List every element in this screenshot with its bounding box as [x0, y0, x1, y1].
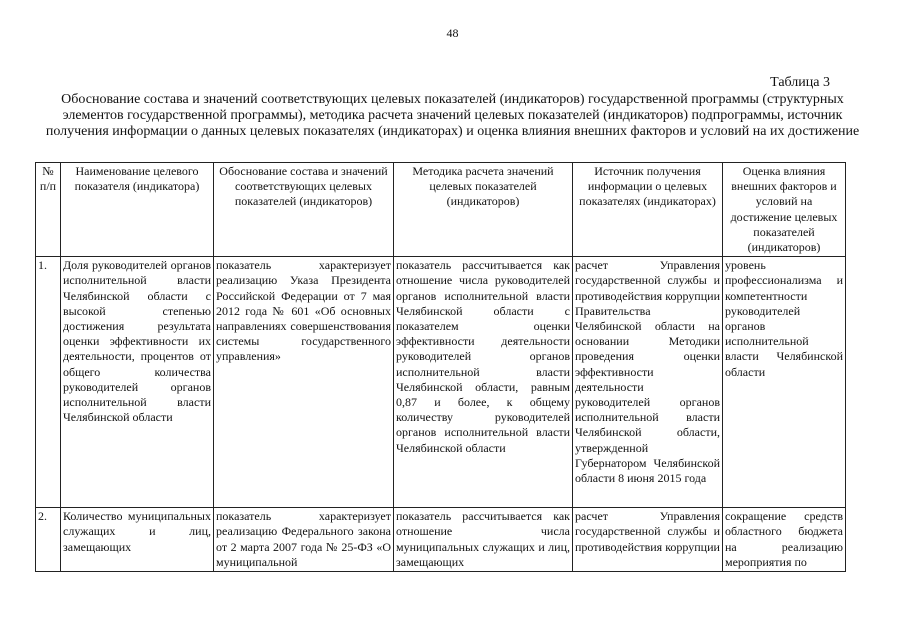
cell-factors: сокращение средств областного бюджета на реализацию мероприятия по: [723, 508, 846, 572]
cell-basis: показатель характеризует реализацию Указа Президента Российской Федерации от 7 мая 2012 года № 601 «Об основных направлениях совершенствования системы государственного управления»: [214, 257, 394, 508]
cell-method: показатель рассчитывается как отношение числа руководителей органов исполнительной власти Челябинской области с показателем оценки эффективности деятельности руководителей органов исполнительной власти Челябинской области, равным 0,87 и более, к общему количеству руководителей органов исполнительной власти Челябинской области: [394, 257, 573, 508]
header-name: Наименование целевого показателя (индикатора): [61, 163, 214, 257]
cell-method: показатель рассчитывается как отношение числа муниципальных служащих и лиц, замещающих: [394, 508, 573, 572]
cell-num: 1.: [36, 257, 61, 508]
header-method: Методика расчета значений целевых показателей (индикаторов): [394, 163, 573, 257]
header-num: № п/п: [36, 163, 61, 257]
page-number: 48: [446, 26, 459, 40]
cell-basis: показатель характеризует реализацию Федерального закона от 2 марта 2007 года № 25-ФЗ «О муниципальной: [214, 508, 394, 572]
cell-name: Доля руководителей органов исполнительной власти Челябинской области с высокой степенью достижения результата оценки эффективности их деятельности, процентов от общего количества руководителей органов исполнительной власти Челябинской области: [61, 257, 214, 508]
table-row: [36, 508, 846, 572]
header-source: Источник получения информации о целевых показателях (индикаторах): [573, 163, 723, 257]
table-label: Таблица 3: [770, 75, 830, 90]
header-basis: Обоснование состава и значений соответствующих целевых показателей (индикаторов): [214, 163, 394, 257]
header-factors: Оценка влияния внешних факторов и условий на достижение целевых показателей (индикаторов): [723, 163, 846, 257]
table-title: Обоснование состава и значений соответствующих целевых показателей (индикаторов) государственной программы (структурных элементов государственной программы), методика расчета значений целевых показателей (индикаторов) подпрограммы, источник получения информации о данных целевых показателях (индикаторах) и оценка влияния внешних факторов и условий на их достижение: [45, 92, 860, 139]
cell-source: расчет Управления государственной службы и противодействия коррупции Правительства Челябинской области на основании Методики проведения оценки эффективности деятельности руководителей органов исполнительной власти Челябинской области, утвержденной Губернатором Челябинской области 8 июня 2015 года: [573, 257, 723, 508]
cell-num: 2.: [36, 508, 61, 572]
indicators-table: [35, 162, 846, 572]
table-row: [36, 257, 846, 508]
table-header-row: [36, 163, 846, 257]
cell-name: Количество муниципальных служащих и лиц, замещающих: [61, 508, 214, 572]
cell-factors: уровень профессионализма и компетентности руководителей органов исполнительной власти Челябинской области: [723, 257, 846, 508]
cell-source: расчет Управления государственной службы и противодействия коррупции: [573, 508, 723, 572]
